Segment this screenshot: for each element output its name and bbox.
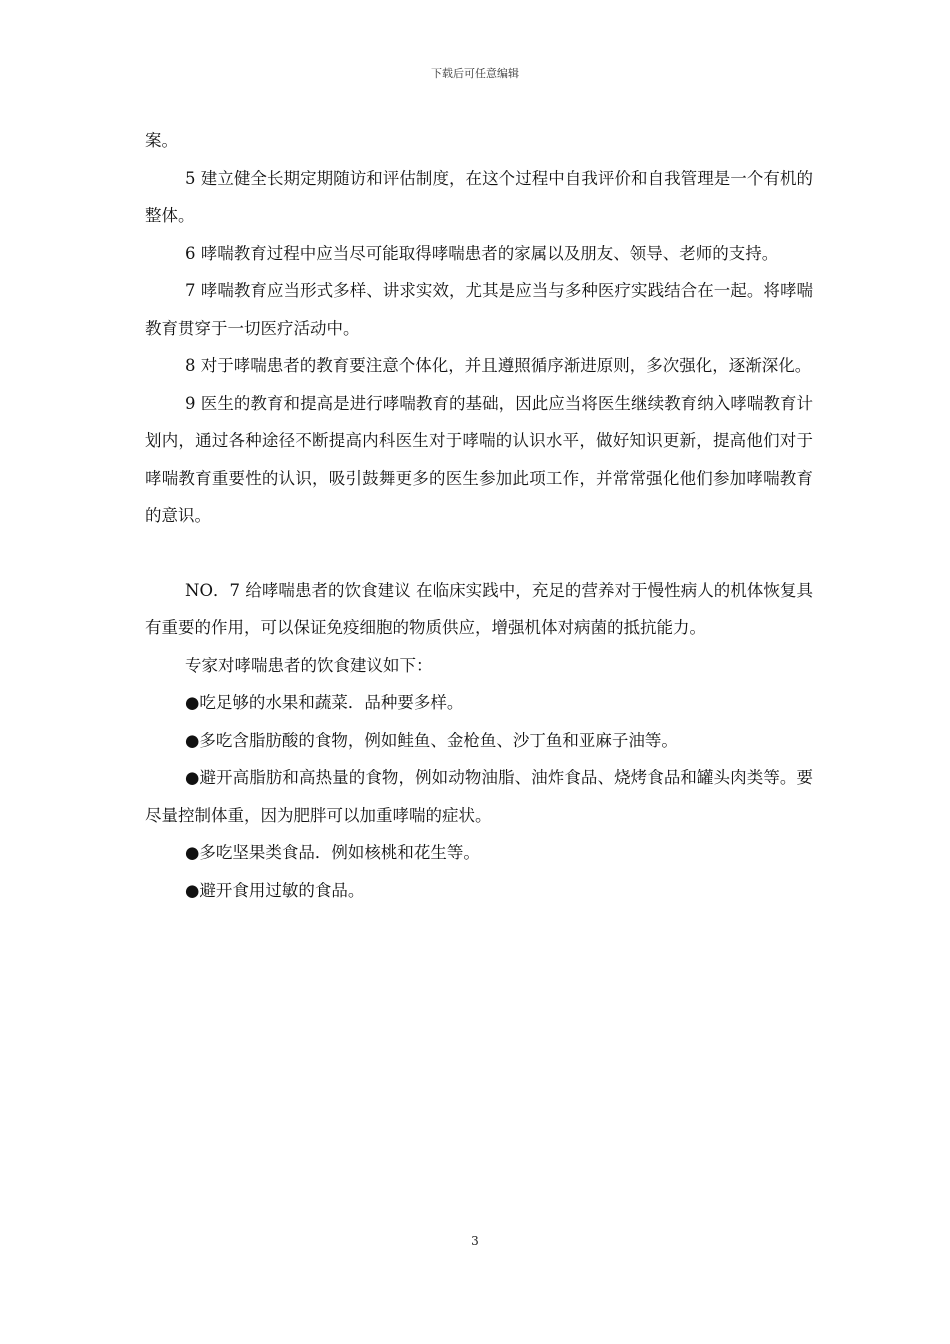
diet-bullet-2: ●多吃含脂肪酸的食物，例如鲑鱼、金枪鱼、沙丁鱼和亚麻子油等。: [185, 730, 678, 750]
paragraph-item-5: 5 建立健全长期定期随访和评估制度，在这个过程中自我评价和自我管理是一个有机的整体。: [145, 168, 813, 225]
document-body: [145, 122, 813, 909]
paragraph-item-8: 8 对于哮喘患者的教育要注意个体化，并且遵照循序渐进原则，多次强化，逐渐深化。: [185, 356, 812, 375]
diet-bullet-4: ●多吃坚果类食品．例如核桃和花生等。: [185, 843, 480, 862]
paragraph-continuation: 案。: [145, 131, 178, 150]
page-header: 下载后可任意编辑: [431, 67, 519, 80]
paragraph-item-7: 7 哮喘教育应当形式多样、讲求实效，尤其是应当与多种医疗实践结合在一起。将哮喘教育贯穿于一切医疗活动中。: [145, 281, 813, 338]
diet-bullet-5: ●避开食用过敏的食品。: [185, 880, 365, 900]
page-number: 3: [471, 1234, 479, 1248]
paragraph-item-9: 9 医生的教育和提高是进行哮喘教育的基础，因此应当将医生继续教育纳入哮喘教育计划内，通过各种途径不断提高内科医生对于哮喘的认识水平，做好知识更新，提高他们对于哮喘教育重要性的认识，吸引鼓舞更多的医生参加此项工作，并常常强化他们参加哮喘教育的意识。: [145, 393, 813, 525]
diet-advice-lead: 专家对哮喘患者的饮食建议如下：: [185, 655, 433, 675]
diet-bullet-1: ●吃足够的水果和蔬菜．品种要多样。: [185, 693, 464, 712]
section-intro-paragraph: NO．7 给哮喘患者的饮食建议 在临床实践中，充足的营养对于慢性病人的机体恢复具有重要的作用，可以保证免疫细胞的物质供应，增强机体对病菌的抵抗能力。: [145, 580, 813, 637]
diet-bullet-3: ●避开高脂肪和高热量的食物，例如动物油脂、油炸食品、烧烤食品和罐头肉类等。要尽量控制体重，因为肥胖可以加重哮喘的症状。: [145, 768, 813, 825]
section-spacer: [145, 535, 813, 572]
paragraph-item-6: 6 哮喘教育过程中应当尽可能取得哮喘患者的家属以及朋友、领导、老师的支持。: [185, 243, 779, 263]
